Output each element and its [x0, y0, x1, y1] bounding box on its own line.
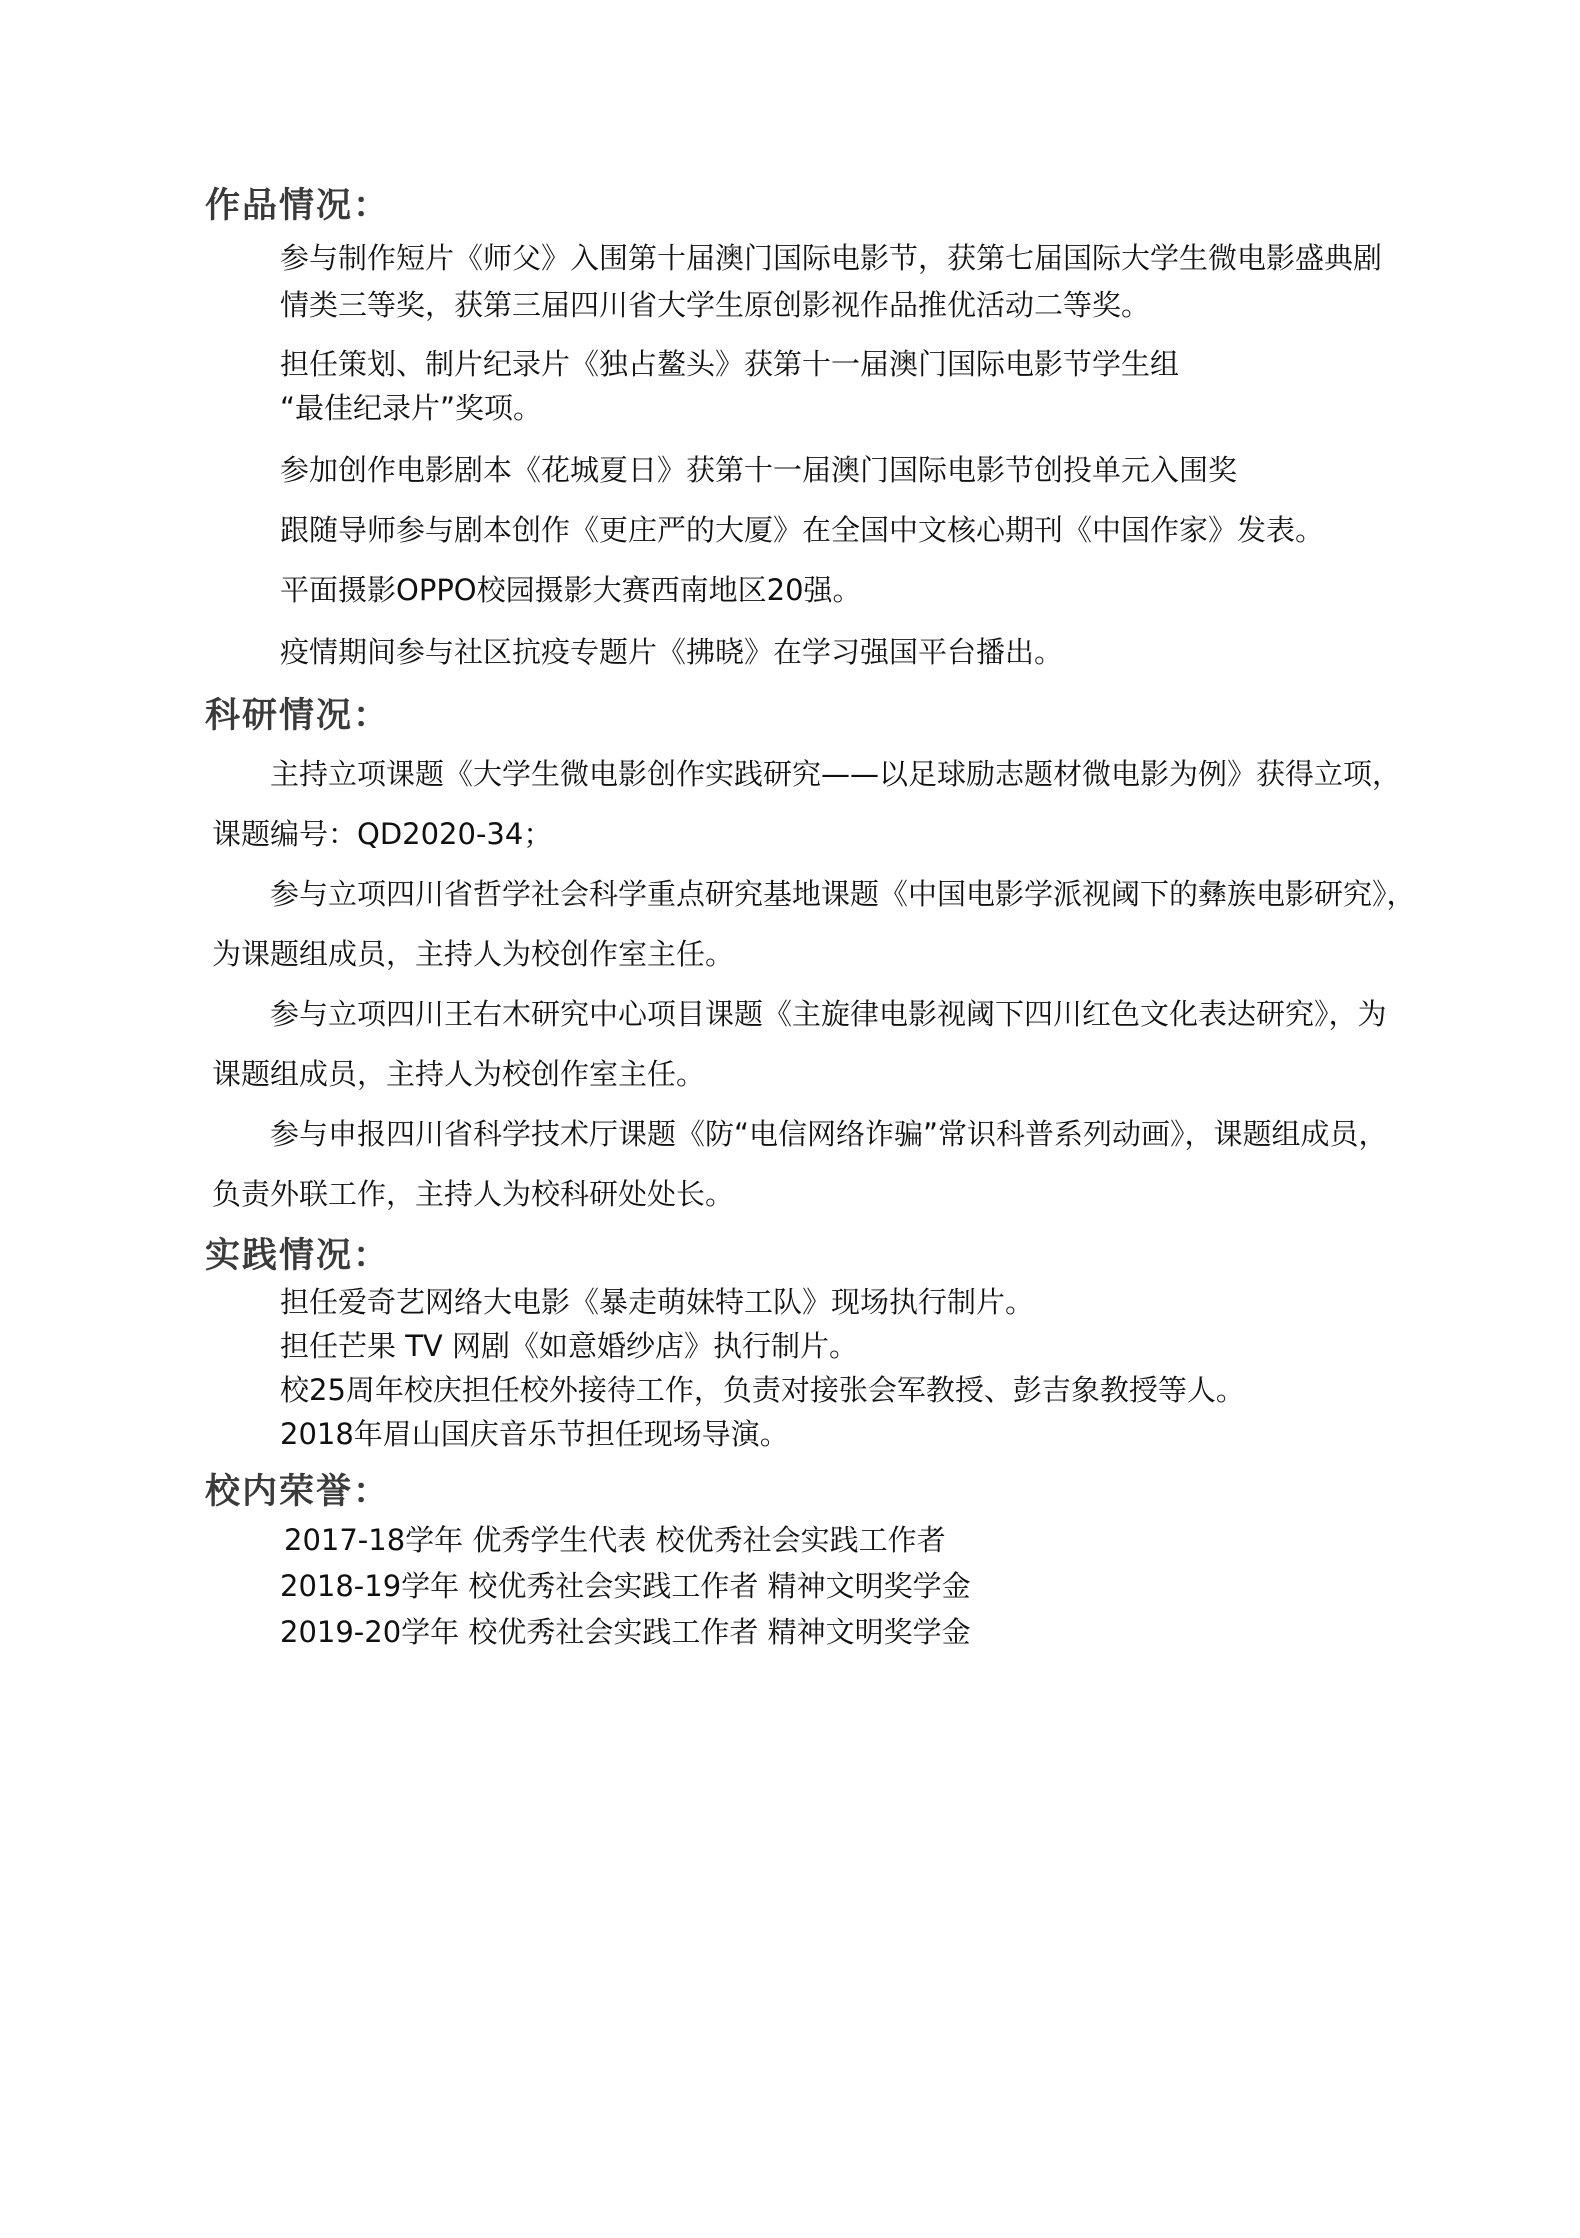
research-item-1-line-1: 主持立项课题《大学生微电影创作实践研究——以足球励志题材微电影为例》获得立项，	[270, 757, 1402, 791]
works-item-5: 平面摄影OPPO校园摄影大赛西南地区20强。	[280, 573, 862, 607]
research-item-3-line-1: 参与立项四川王右木研究中心项目课题《主旋律电影视阈下四川红色文化表达研究》，为	[270, 997, 1387, 1031]
honors-item-2: 2018-19学年 校优秀社会实践工作者 精神文明奖学金	[280, 1569, 971, 1603]
honors-item-3: 2019-20学年 校优秀社会实践工作者 精神文明奖学金	[280, 1615, 971, 1649]
practice-item-2: 担任芒果 TV 网剧《如意婚纱店》执行制片。	[280, 1329, 858, 1363]
honors-heading: 校内荣誉：	[205, 1472, 391, 1512]
practice-item-4: 2018年眉山国庆音乐节担任现场导演。	[280, 1417, 789, 1451]
research-item-4-line-2: 负责外联工作，主持人为校科研处处长。	[212, 1177, 735, 1211]
works-item-2-line-1: 担任策划、制片纪录片《独占鳌头》获第十一届澳门国际电影节学生组	[280, 347, 1180, 381]
practice-item-1: 担任爱奇艺网络大电影《暴走萌妹特工队》现场执行制片。	[280, 1285, 1035, 1319]
works-item-2-line-2: “最佳纪录片”奖项。	[280, 391, 543, 425]
research-heading: 科研情况：	[205, 696, 391, 736]
works-item-6: 疫情期间参与社区抗疫专题片《拂晓》在学习强国平台播出。	[280, 635, 1064, 669]
research-item-3-line-2: 课题组成员，主持人为校创作室主任。	[212, 1057, 706, 1091]
works-heading: 作品情况：	[205, 186, 391, 226]
works-item-4: 跟随导师参与剧本创作《更庄严的大厦》在全国中文核心期刊《中国作家》发表。	[280, 513, 1325, 547]
research-item-4-line-1: 参与申报四川省科学技术厅课题《防“电信网络诈骗”常识科普系列动画》，课题组成员，	[270, 1117, 1388, 1151]
works-item-1-line-2: 情类三等奖，获第三届四川省大学生原创影视作品推优活动二等奖。	[280, 288, 1151, 322]
research-item-2-line-1: 参与立项四川省哲学社会科学重点研究基地课题《中国电影学派视阈下的彝族电影研究》，	[270, 877, 1416, 911]
practice-heading: 实践情况：	[205, 1236, 391, 1276]
practice-item-3: 校25周年校庆担任校外接待工作，负责对接张会军教授、彭吉象教授等人。	[280, 1373, 1245, 1407]
research-item-1-line-2: 课题编号：QD2020-34；	[212, 817, 553, 851]
research-item-2-line-2: 为课题组成员，主持人为校创作室主任。	[212, 937, 735, 971]
works-item-3: 参加创作电影剧本《花城夏日》获第十一届澳门国际电影节创投单元入围奖	[280, 453, 1238, 487]
honors-item-1: 2017-18学年 优秀学生代表 校优秀社会实践工作者	[284, 1523, 946, 1557]
works-item-1-line-1: 参与制作短片《师父》入围第十届澳门国际电影节，获第七届国际大学生微电影盛典剧	[280, 241, 1383, 275]
